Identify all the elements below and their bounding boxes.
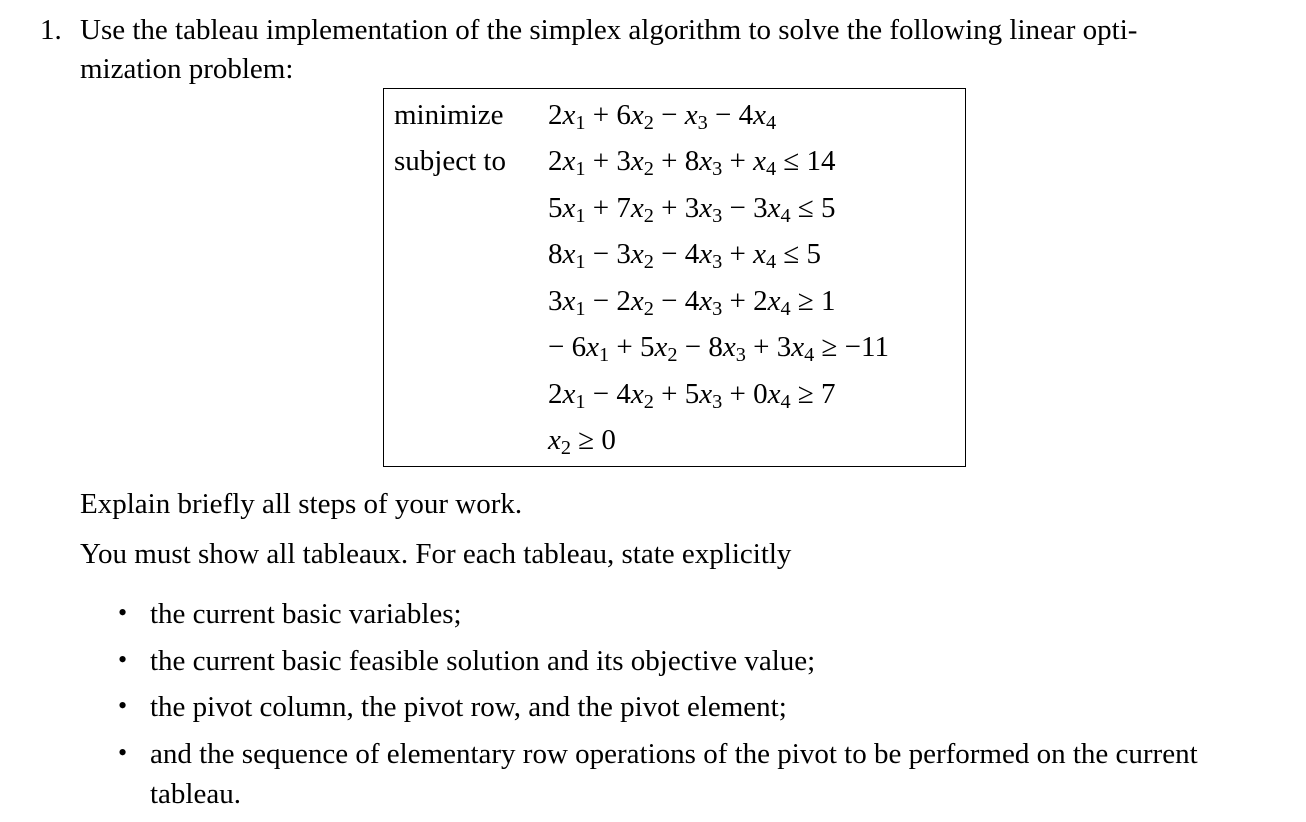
- variable: x: [630, 285, 644, 317]
- coefficient: 5: [684, 378, 700, 410]
- variable: x: [548, 424, 561, 456]
- variable-index: 3: [712, 298, 723, 321]
- variable: x: [699, 378, 713, 410]
- coefficient: 2: [753, 285, 768, 317]
- bullet-marker: •: [118, 645, 128, 674]
- variable-index: 2: [667, 344, 678, 367]
- operator: +: [653, 145, 685, 177]
- coefficient: 2: [616, 285, 631, 317]
- operator: +: [653, 192, 685, 224]
- bullet-item-2: the current basic feasible solution and its objective value;: [150, 645, 816, 677]
- relation: ≤ 14: [776, 145, 836, 177]
- operator: +: [653, 378, 685, 410]
- variable: x: [753, 99, 766, 131]
- bullet-item-3: the pivot column, the pivot row, and the pivot element;: [150, 691, 787, 723]
- relation: ≤ 5: [790, 192, 836, 224]
- variable-index: 2: [560, 437, 572, 460]
- operator: +: [609, 331, 640, 363]
- variable: x: [562, 99, 576, 131]
- coefficient: 3: [616, 145, 631, 177]
- problem-intro-line-2: mization problem:: [80, 53, 294, 85]
- variable: x: [586, 331, 599, 363]
- coefficient: 5: [639, 331, 655, 363]
- variable-index: 1: [598, 344, 610, 367]
- variable: x: [699, 238, 713, 270]
- bullet-marker: •: [118, 691, 128, 720]
- operator: +: [722, 285, 754, 317]
- coefficient: 3: [548, 285, 563, 317]
- operator: −: [677, 331, 709, 363]
- instruction-tableaux: You must show all tableaux. For each tableau, state explicitly: [80, 538, 792, 570]
- operator: −: [585, 378, 617, 410]
- variable: x: [699, 145, 713, 177]
- variable: x: [753, 238, 766, 270]
- coefficient: 3: [776, 331, 792, 363]
- coefficient: 8: [708, 331, 723, 363]
- problem-intro-line-1: Use the tableau implementation of the simplex algorithm to solve the following linear opti-: [80, 14, 1138, 46]
- variable-index: 2: [643, 112, 654, 135]
- variable-index: 4: [766, 158, 777, 181]
- variable-index: 3: [735, 344, 746, 367]
- operator: −: [653, 238, 685, 270]
- operator: +: [585, 99, 617, 131]
- relation: ≥ 1: [790, 285, 836, 317]
- variable-index: 2: [643, 298, 654, 321]
- variable: x: [699, 192, 713, 224]
- coefficient: 2: [548, 145, 563, 177]
- variable-index: 1: [575, 112, 586, 135]
- operator: +: [722, 145, 754, 177]
- variable-index: 1: [575, 205, 586, 228]
- constraint-1: [548, 145, 836, 181]
- lp-formulation-box: [383, 88, 966, 467]
- bullet-item-1: the current basic variables;: [150, 598, 462, 630]
- variable: x: [767, 285, 781, 317]
- variable: x: [767, 378, 781, 410]
- relation: ≥ −11: [814, 331, 889, 363]
- coefficient: 5: [548, 192, 563, 224]
- variable-index: 2: [643, 158, 654, 181]
- coefficient: 3: [684, 192, 700, 224]
- variable-index: 1: [575, 158, 586, 181]
- variable: x: [654, 331, 668, 363]
- coefficient: 4: [738, 99, 754, 131]
- variable-index: 3: [712, 205, 723, 228]
- operator: −: [585, 238, 617, 270]
- variable-index: 4: [804, 344, 815, 367]
- problem-number: 1.: [40, 14, 62, 46]
- operator: −: [548, 331, 572, 363]
- variable: x: [699, 285, 713, 317]
- bullet-marker: •: [118, 598, 128, 627]
- variable: x: [684, 99, 698, 131]
- operator: +: [745, 331, 777, 363]
- variable-index: 3: [712, 391, 723, 414]
- coefficient: 6: [616, 99, 631, 131]
- variable-index: 3: [712, 158, 723, 181]
- instruction-explain: Explain briefly all steps of your work.: [80, 488, 523, 520]
- variable: x: [630, 145, 644, 177]
- bullet-marker: •: [118, 738, 128, 767]
- constraint-6: [548, 378, 836, 414]
- coefficient: 2: [548, 99, 563, 131]
- variable: x: [630, 99, 644, 131]
- variable-index: 3: [712, 251, 723, 274]
- variable: x: [562, 378, 576, 410]
- variable-index: 2: [643, 251, 654, 274]
- constraint-4: [548, 285, 836, 321]
- coefficient: 7: [616, 192, 631, 224]
- variable: x: [791, 331, 805, 363]
- operator: +: [722, 378, 754, 410]
- variable: x: [562, 285, 576, 317]
- operator: −: [585, 285, 617, 317]
- constraint-2: [548, 192, 836, 228]
- constraint-5: [548, 331, 889, 367]
- coefficient: 8: [548, 238, 563, 270]
- operator: +: [585, 192, 617, 224]
- relation: ≥ 0: [571, 424, 616, 456]
- variable: x: [562, 192, 576, 224]
- bullet-item-4-continuation: tableau.: [150, 778, 241, 810]
- operator: −: [653, 285, 685, 317]
- coefficient: 3: [616, 238, 631, 270]
- coefficient: 0: [753, 378, 768, 410]
- coefficient: 2: [548, 378, 563, 410]
- constraint-7: [548, 424, 616, 460]
- objective-function: [548, 99, 777, 135]
- variable: x: [767, 192, 781, 224]
- operator: +: [722, 238, 754, 270]
- variable-index: 4: [766, 112, 777, 135]
- variable: x: [722, 331, 736, 363]
- variable-index: 4: [780, 205, 791, 228]
- variable: x: [562, 238, 576, 270]
- coefficient: 6: [571, 331, 587, 363]
- variable: x: [630, 238, 644, 270]
- operator: +: [585, 145, 617, 177]
- variable-index: 1: [575, 251, 586, 274]
- variable-index: 2: [643, 391, 654, 414]
- variable: x: [630, 378, 644, 410]
- coefficient: 8: [684, 145, 700, 177]
- variable: x: [630, 192, 644, 224]
- variable-index: 4: [766, 251, 777, 274]
- constraints-label: subject to: [394, 145, 506, 177]
- variable-index: 2: [643, 205, 654, 228]
- variable-index: 4: [780, 391, 791, 414]
- relation: ≥ 7: [790, 378, 836, 410]
- variable-index: 1: [575, 391, 586, 414]
- coefficient: 4: [684, 238, 700, 270]
- constraint-3: [548, 238, 822, 274]
- coefficient: 4: [616, 378, 631, 410]
- operator: −: [653, 99, 685, 131]
- variable: x: [753, 145, 766, 177]
- operator: −: [707, 99, 739, 131]
- bullet-item-4: and the sequence of elementary row operations of the pivot to be performed on the current: [150, 738, 1198, 770]
- coefficient: 3: [753, 192, 768, 224]
- relation: ≤ 5: [776, 238, 822, 270]
- variable: x: [562, 145, 576, 177]
- operator: −: [722, 192, 754, 224]
- objective-label: minimize: [394, 99, 504, 131]
- variable-index: 1: [575, 298, 586, 321]
- variable-index: 3: [697, 112, 708, 135]
- variable-index: 4: [780, 298, 791, 321]
- coefficient: 4: [684, 285, 700, 317]
